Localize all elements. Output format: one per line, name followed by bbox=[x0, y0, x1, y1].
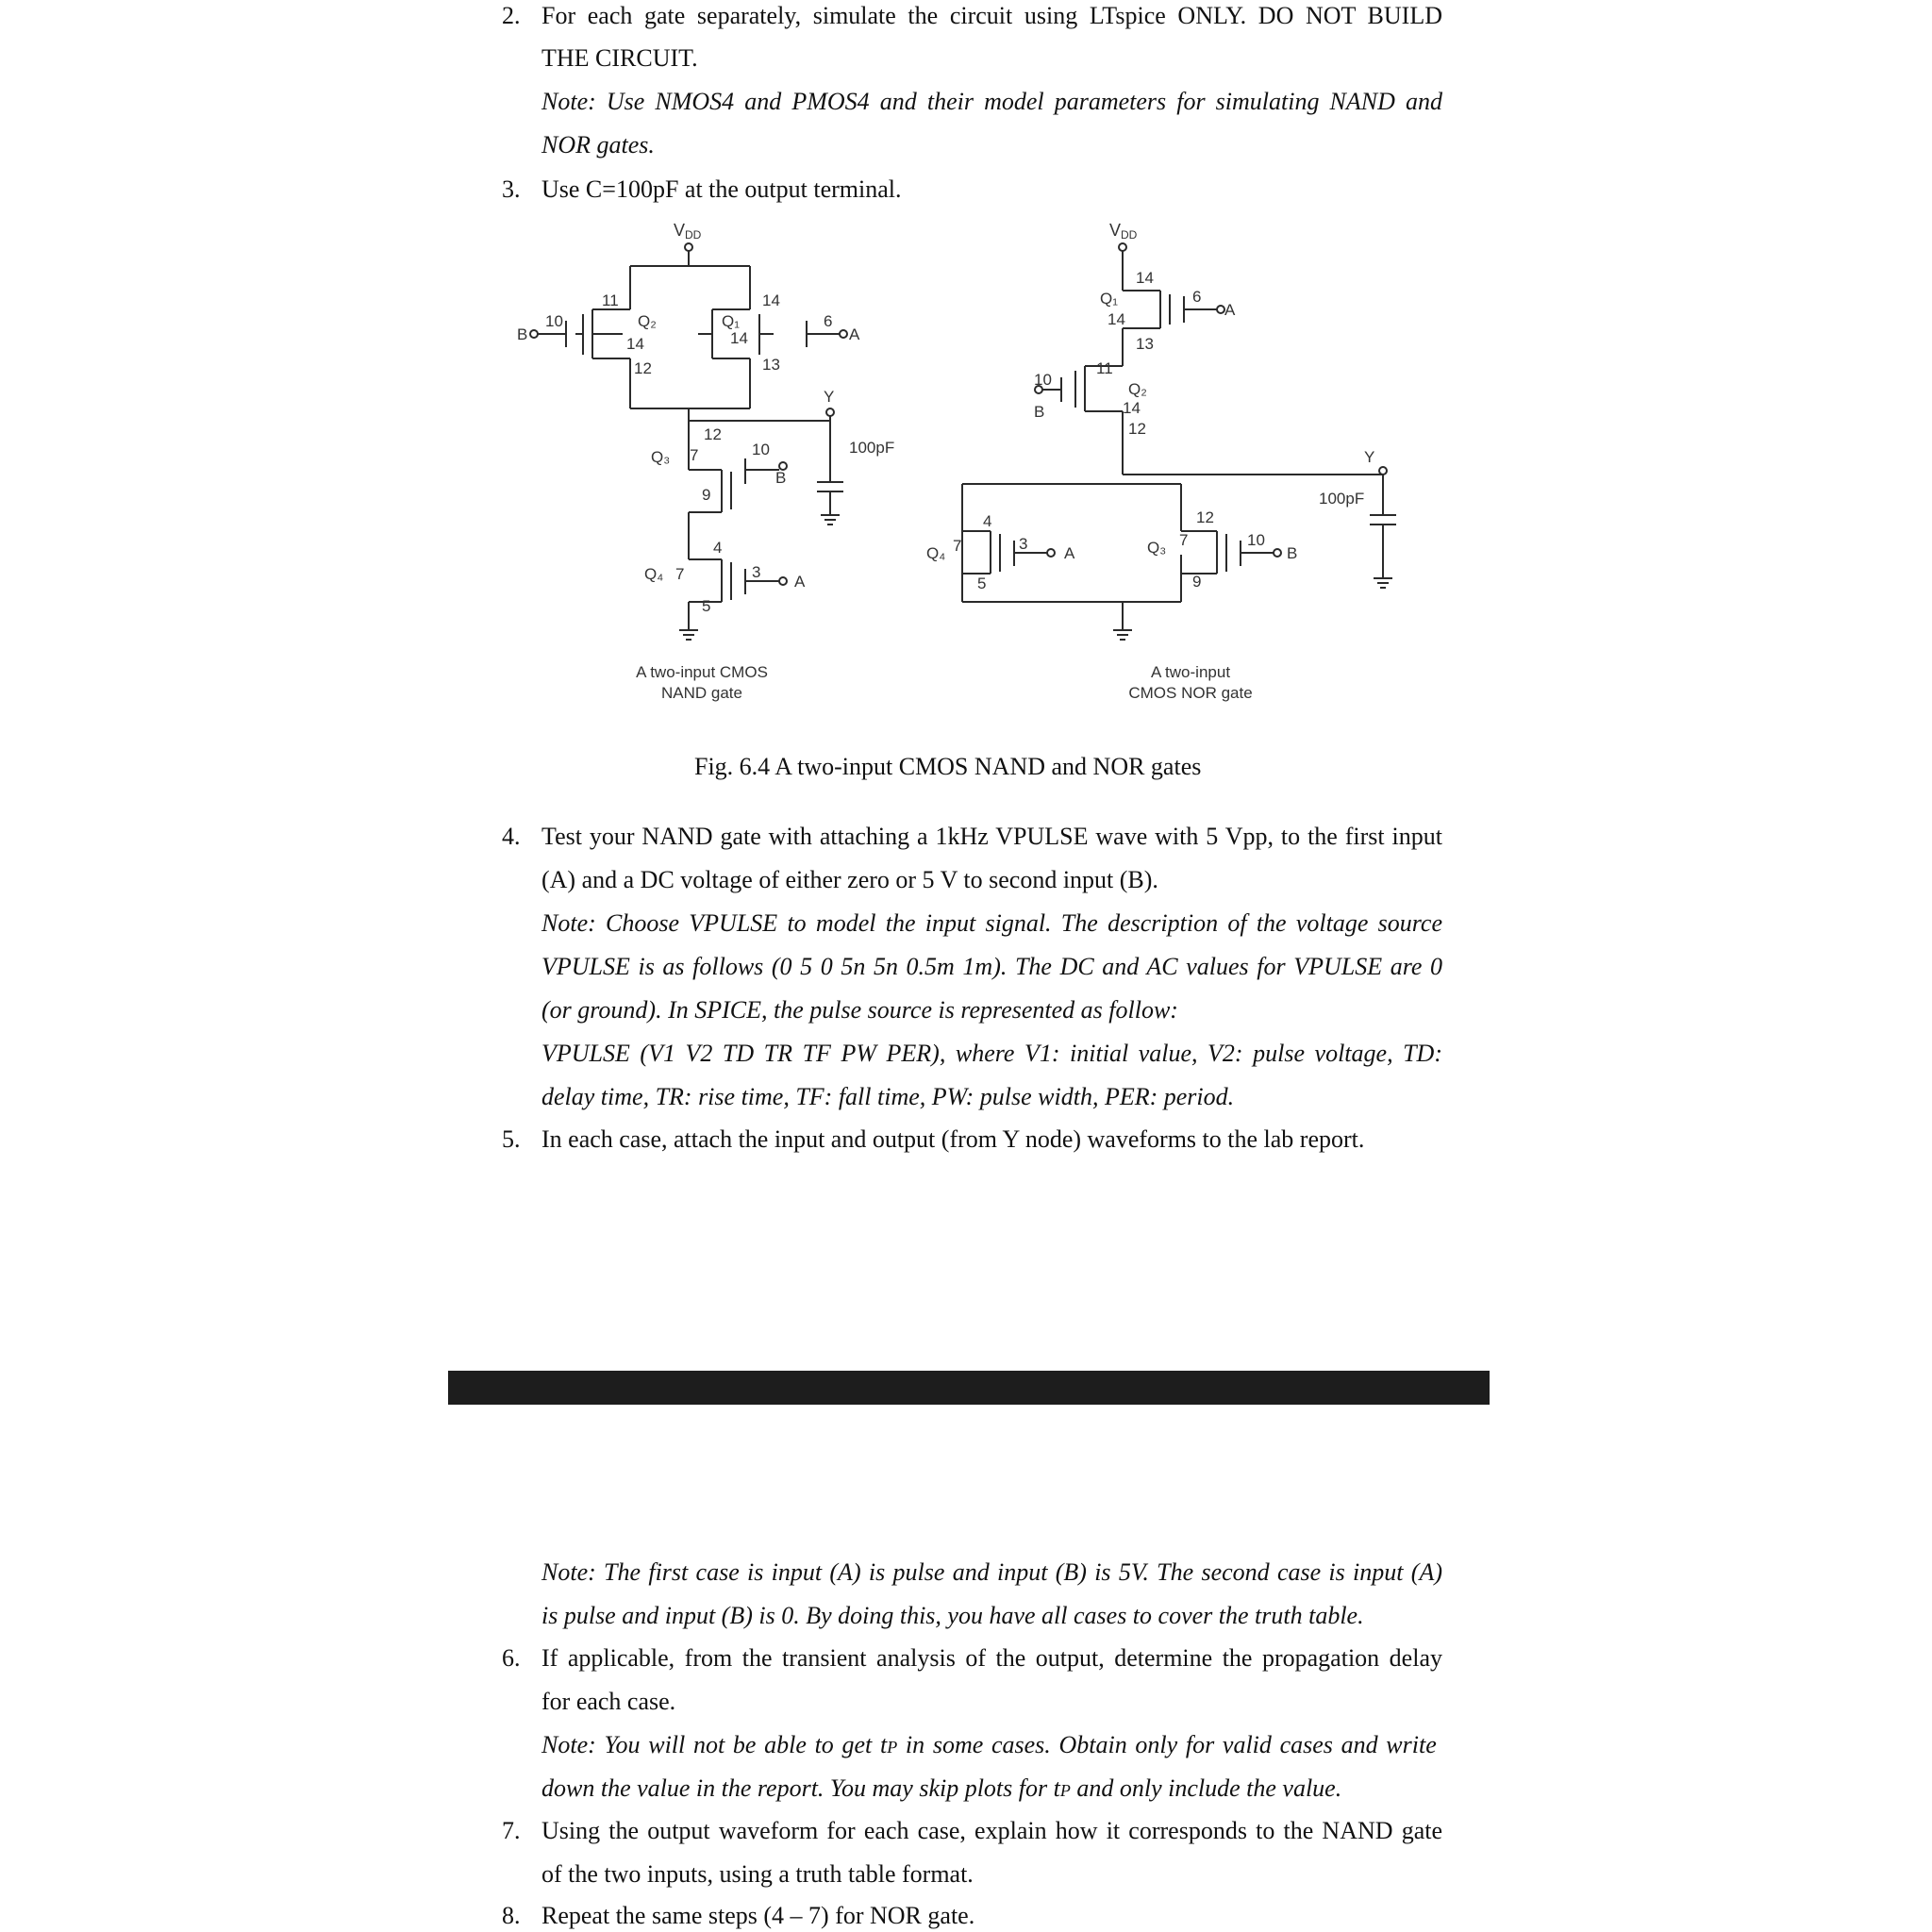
subscript: P bbox=[1059, 1781, 1071, 1800]
cmos-gates-figure bbox=[0, 215, 1932, 819]
note-text: VPULSE (V1 V2 TD TR TF PW PER), where V1: initial value, V2: pulse voltage, TD: bbox=[541, 1040, 1442, 1067]
node-label: 10 bbox=[545, 312, 563, 330]
transistor-label: Q₁ bbox=[722, 312, 740, 330]
gate-title: A two-input bbox=[1150, 663, 1231, 681]
item-text: Use C=100pF at the output terminal. bbox=[541, 175, 902, 203]
label-a: A bbox=[1224, 301, 1236, 319]
note-text: NOR gates. bbox=[541, 131, 655, 158]
node-label: 11 bbox=[602, 291, 619, 309]
node-label: 14 bbox=[626, 335, 644, 353]
node-label: 12 bbox=[1128, 420, 1146, 438]
redaction-bar bbox=[448, 1371, 1490, 1405]
transistor-label: Q₂ bbox=[1128, 380, 1147, 398]
item-text: THE CIRCUIT. bbox=[541, 44, 698, 72]
item-text: For each gate separately, simulate the circuit using LTspice ONLY. DO NOT BUILD bbox=[541, 2, 1442, 29]
node-label: 12 bbox=[704, 425, 722, 443]
node-label: 7 bbox=[953, 537, 962, 555]
nor-gate-schematic bbox=[926, 221, 1396, 702]
item-number: 5. bbox=[502, 1125, 521, 1153]
node-label: 7 bbox=[690, 446, 699, 464]
transistor-label: Q₄ bbox=[926, 544, 946, 562]
node-label: 4 bbox=[713, 539, 723, 557]
note-text: (or ground). In SPICE, the pulse source is represented as follow: bbox=[541, 996, 1178, 1024]
node-label: 9 bbox=[702, 486, 711, 504]
item-text: Using the output waveform for each case, explain how it corresponds to the NAND gate bbox=[541, 1817, 1442, 1844]
node-label: 7 bbox=[1179, 531, 1189, 549]
item-text: (A) and a DC voltage of either zero or 5 V to second input (B). bbox=[541, 866, 1158, 893]
note-text: is pulse and input (B) is 0. By doing this, you have all cases to cover the truth table. bbox=[541, 1602, 1364, 1629]
item-text: Repeat the same steps (4 – 7) for NOR gate. bbox=[541, 1902, 975, 1929]
subscript: P bbox=[887, 1738, 898, 1757]
gate-title: NAND gate bbox=[661, 684, 742, 702]
item-text: of the two inputs, using a truth table format. bbox=[541, 1860, 974, 1888]
item-number: 7. bbox=[502, 1817, 521, 1844]
node-label: 13 bbox=[762, 356, 780, 374]
cap-label: 100pF bbox=[849, 439, 895, 457]
label-b: B bbox=[1034, 403, 1045, 421]
note-text: delay time, TR: rise time, TF: fall time, PW: pulse width, PER: period. bbox=[541, 1083, 1235, 1110]
item-number: 2. bbox=[502, 2, 521, 29]
note-text: Note: You will not be able to get tP in some cases. Obtain only for valid cases and write bbox=[541, 1731, 1437, 1758]
node-label: 10 bbox=[1247, 531, 1265, 549]
item-text: Test your NAND gate with attaching a 1kHz VPULSE wave with 5 Vpp, to the first input bbox=[541, 823, 1442, 850]
node-label: 11 bbox=[1096, 359, 1113, 377]
node-label: 14 bbox=[730, 329, 748, 347]
node-label: 14 bbox=[762, 291, 780, 309]
item-text: If applicable, from the transient analysis of the output, determine the propagation delay bbox=[541, 1644, 1442, 1672]
node-label: 5 bbox=[702, 597, 711, 615]
note-text: Note: The first case is input (A) is pulse and input (B) is 5V. The second case is input (A) bbox=[541, 1558, 1442, 1586]
node-label: 14 bbox=[1108, 310, 1125, 328]
item-text: for each case. bbox=[541, 1688, 676, 1715]
label-y: Y bbox=[1364, 448, 1375, 466]
vdd-label: VDD bbox=[1109, 221, 1138, 242]
gate-title: CMOS NOR gate bbox=[1128, 684, 1253, 702]
transistor-label: Q₄ bbox=[644, 565, 664, 583]
node-label: 14 bbox=[1123, 399, 1141, 417]
node-label: 6 bbox=[824, 312, 833, 330]
label-a: A bbox=[1064, 544, 1075, 562]
node-label: 6 bbox=[1192, 288, 1202, 306]
node-label: 4 bbox=[983, 512, 992, 530]
nand-gate-schematic bbox=[517, 221, 894, 702]
node-label: 14 bbox=[1136, 269, 1154, 287]
transistor-label: Q₁ bbox=[1100, 290, 1118, 308]
node-label: 10 bbox=[752, 441, 770, 458]
node-label: 12 bbox=[634, 359, 652, 377]
node-label: 12 bbox=[1196, 508, 1214, 526]
transistor-label: Q₃ bbox=[1147, 539, 1167, 557]
node-label: 3 bbox=[1019, 535, 1028, 553]
label-b: B bbox=[517, 325, 528, 343]
gate-title: A two-input CMOS bbox=[636, 663, 768, 681]
node-label: 3 bbox=[752, 563, 761, 581]
label-b: B bbox=[1287, 544, 1298, 562]
node-label: 7 bbox=[675, 565, 685, 583]
figure-caption: Fig. 6.4 A two-input CMOS NAND and NOR gates bbox=[694, 753, 1202, 780]
item-number: 4. bbox=[502, 823, 521, 850]
item-number: 6. bbox=[502, 1644, 521, 1672]
note-text: down the value in the report. You may skip plots for tP and only include the value. bbox=[541, 1774, 1342, 1802]
note-text: VPULSE is as follows (0 5 0 5n 5n 0.5m 1m). The DC and AC values for VPULSE are 0 bbox=[541, 953, 1442, 980]
note-text: Note: Use NMOS4 and PMOS4 and their model parameters for simulating NAND and bbox=[541, 88, 1442, 115]
cap-label: 100pF bbox=[1319, 490, 1365, 508]
node-label: 10 bbox=[1034, 371, 1052, 389]
node-label: 5 bbox=[977, 575, 987, 592]
node-label: 9 bbox=[1192, 573, 1202, 591]
item-number: 3. bbox=[502, 175, 521, 203]
note-text: Note: Choose VPULSE to model the input signal. The description of the voltage source bbox=[541, 909, 1442, 937]
node-label: 13 bbox=[1136, 335, 1154, 353]
item-number: 8. bbox=[502, 1902, 521, 1929]
item-text: In each case, attach the input and output (from Y node) waveforms to the lab report. bbox=[541, 1125, 1365, 1153]
transistor-label: Q₃ bbox=[651, 448, 671, 466]
label-a: A bbox=[849, 325, 860, 343]
label-y: Y bbox=[824, 388, 835, 406]
vdd-label: VDD bbox=[674, 221, 702, 242]
label-b: B bbox=[775, 469, 787, 487]
transistor-label: Q₂ bbox=[638, 312, 657, 330]
label-a: A bbox=[794, 573, 806, 591]
